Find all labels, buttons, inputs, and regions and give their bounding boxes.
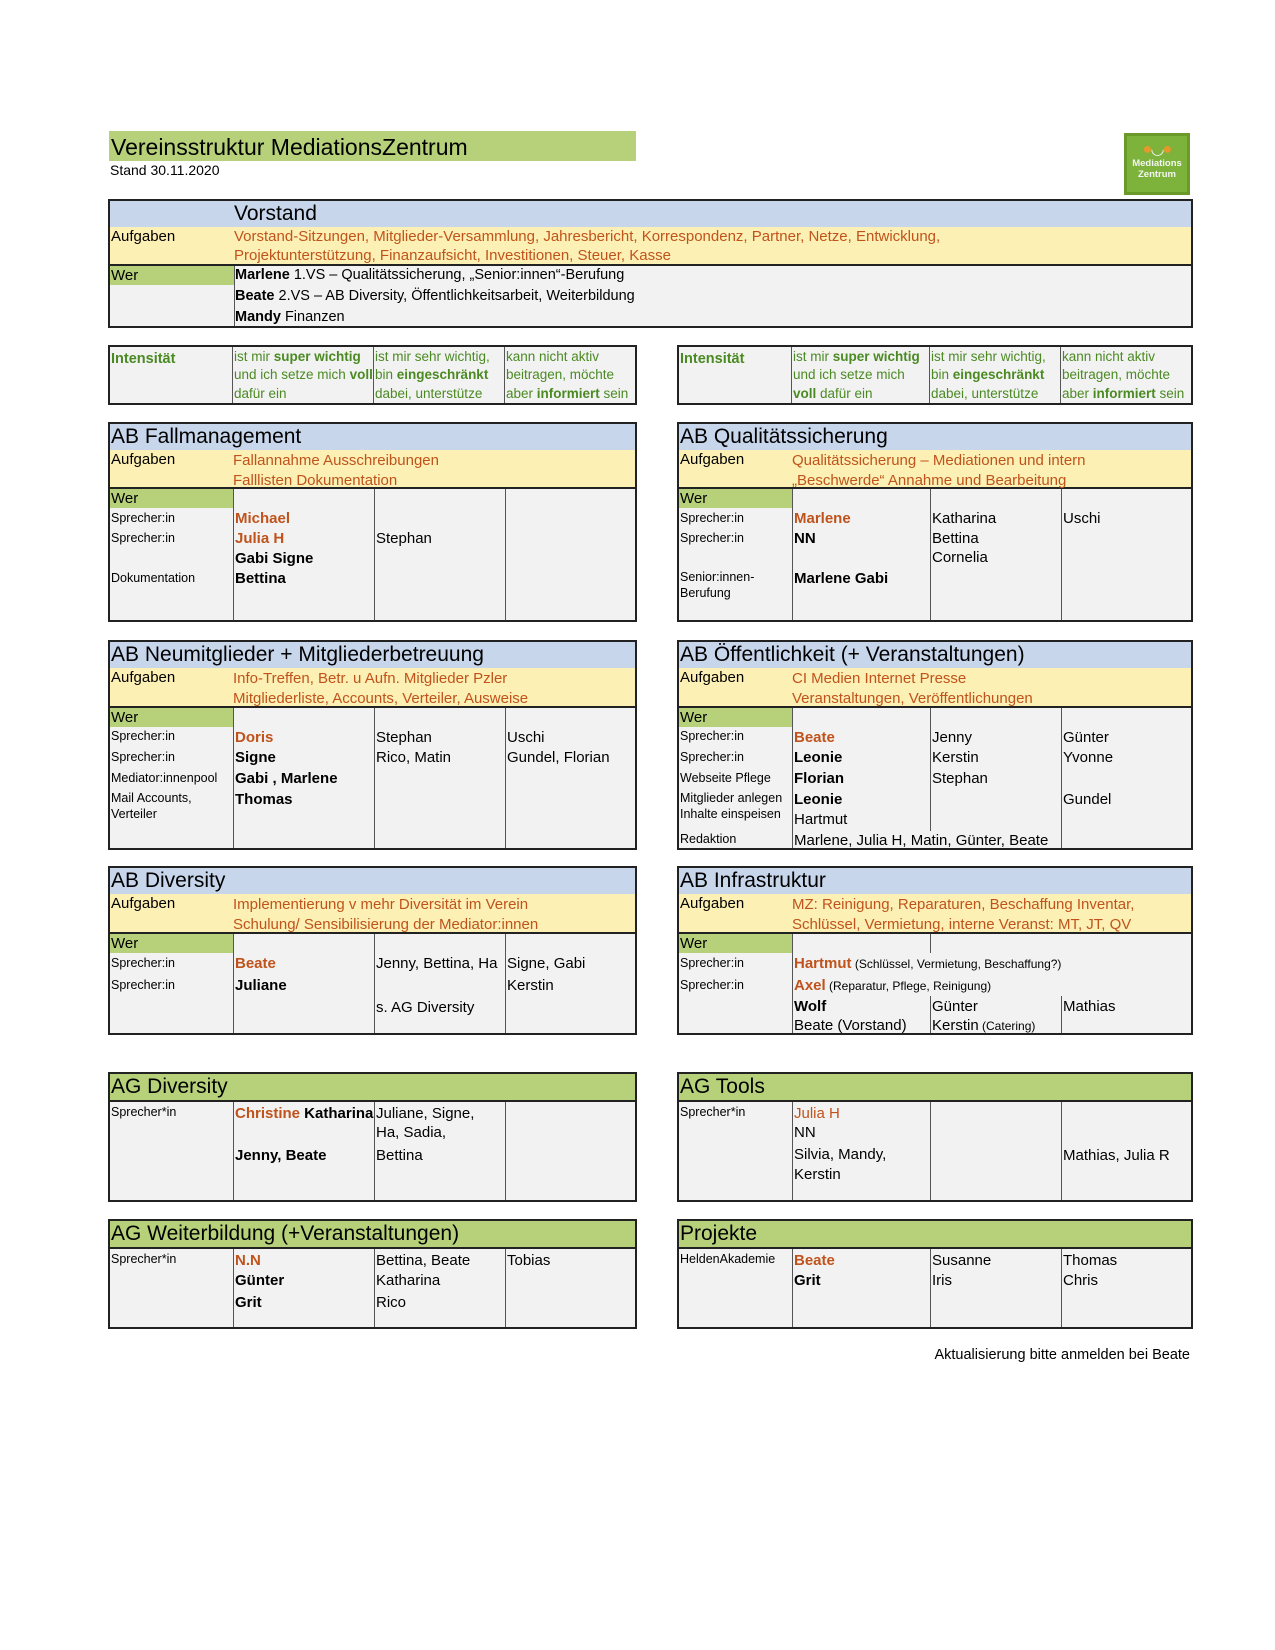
section-header: AB Neumitglieder + Mitgliederbetreuung (110, 642, 635, 668)
ag-tools: AG Tools Sprecher*in Julia H NN Silvia, Mandy, Kerstin Mathias, Julia R (677, 1072, 1193, 1202)
footer-note: Aktualisierung bitte anmelden bei Beate (934, 1347, 1190, 1363)
logo-text-2: Zentrum (1138, 169, 1176, 180)
vorstand-member: Marlene 1.VS – Qualitätssicherung, „Senior:innen“-Berufung (235, 267, 625, 283)
projekte: Projekte HeldenAkademie Beate Grit Susanne Iris Thomas Chris (677, 1219, 1193, 1329)
section-header: AB Fallmanagement (110, 424, 635, 450)
ab-fallmanagement: AB Fallmanagement Aufgaben Fallannahme Ausschreibungen Falllisten Dokumentation Wer Sprecher:in Sprecher:in Dokumentation Michael Julia H Gabi Signe Bettina Stephan (108, 422, 637, 622)
ab-infrastruktur: AB Infrastruktur Aufgaben MZ: Reinigung, Reparaturen, Beschaffung Inventar, Schlüssel, Vermietung, interne Veranst: MT, JT, QV Wer Sprecher:in Sprecher:in Hartmut (Schlüssel, Vermietung, Beschaffung?) Axel (Reparatur, Pflege, Reinigung) Wolf Beate (Vorstand) Günter Kerstin (Catering) Mathias (677, 866, 1193, 1035)
stand-date: Stand 30.11.2020 (110, 162, 220, 178)
section-header: AB Qualitätssicherung (679, 424, 1191, 450)
intensity-label: Intensität (680, 351, 745, 367)
intensity-col2: ist mir sehr wichtig, (375, 349, 490, 364)
ab-qualitaetssicherung: AB Qualitätssicherung Aufgaben Qualitätssicherung – Mediationen und intern „Beschwerde“ Annahme und Bearbeitung Wer Sprecher:in Sprecher:in Senior:innen- Berufung Marlene NN Marlene Gabi Katharina Bettina Cornelia Uschi (677, 422, 1193, 622)
section-header: AB Öffentlichkeit (+ Veranstaltungen) (679, 642, 1191, 668)
section-header: AB Infrastruktur (679, 868, 1191, 894)
intensity-legend-left: Intensität ist mir super wichtig und ich setze mich voll dafür ein ist mir sehr wichtig, bin eingeschränkt dabei, unterstütze kann nicht aktiv beitragen, möchte aber informiert sein (108, 345, 637, 405)
intensity-legend-right: Intensität ist mir super wichtig und ich setze mich voll dafür ein ist mir sehr wichtig, bin eingeschränkt dabei, unterstütze kann nicht aktiv beitragen, möchte aber informiert sein (677, 345, 1193, 405)
vorstand-wer-label: Wer (110, 266, 234, 285)
ag-diversity: AG Diversity Sprecher*in Christine Katharina Jenny, Beate Juliane, Signe, Ha, Sadia, Bettina (108, 1072, 637, 1202)
vorstand-task-2: Projektunterstützung, Finanzaufsicht, Investitionen, Steuer, Kasse (234, 247, 671, 264)
intensity-col3: kann nicht aktiv (506, 349, 600, 364)
section-header: AG Diversity (110, 1074, 635, 1100)
ag-weiterbildung: AG Weiterbildung (+Veranstaltungen) Sprecher*in N.N Günter Grit Bettina, Beate Katharina Rico Tobias (108, 1219, 637, 1329)
ab-oeffentlichkeit: AB Öffentlichkeit (+ Veranstaltungen) Aufgaben CI Medien Internet Presse Veranstaltungen, Veröffentlichungen Wer Sprecher:in Sprecher:in Webseite Pflege Mitglieder anlegen Inhalte einspeisen Redaktion Beate Leonie Florian Leonie Hartmut Marlene, Julia H, Matin, Günter, Beate Jenny Kerstin Stephan Günter Yvonne Gundel (677, 640, 1193, 850)
logo-text-1: Mediations (1132, 158, 1182, 169)
logo-figures-icon: ●◡● (1142, 141, 1172, 158)
page-title: Vereinsstruktur MediationsZentrum (109, 131, 636, 161)
vorstand-section (108, 199, 1193, 328)
intensity-col1: ist mir super wichtig (234, 349, 361, 364)
vorstand-header: Vorstand (110, 201, 1191, 227)
vorstand-aufgaben-label: Aufgaben (111, 228, 176, 245)
section-header: AB Diversity (110, 868, 635, 894)
ab-neumitglieder: AB Neumitglieder + Mitgliederbetreuung Aufgaben Info-Treffen, Betr. u Aufn. Mitglieder Pzler Mitgliederliste, Accounts, Verteiler, Ausweise Wer Sprecher:in Sprecher:in Mediator:innenpool Mail Accounts, Verteiler Doris Signe Gabi , Marlene Thomas Stephan Rico, Matin Uschi Gundel, Florian (108, 640, 637, 850)
ab-diversity: AB Diversity Aufgaben Implementierung v mehr Diversität im Verein Schulung/ Sensibilisierung der Mediator:innen Wer Sprecher:in Sprecher:in Beate Juliane Jenny, Bettina, Ha s. AG Diversity Signe, Gabi Kerstin (108, 866, 637, 1035)
section-header: AG Weiterbildung (+Veranstaltungen) (110, 1221, 635, 1247)
vorstand-task-1: Vorstand-Sitzungen, Mitglieder-Versammlung, Jahresbericht, Korrespondenz, Partner, Netze, Entwicklung, (234, 228, 941, 245)
section-header: Projekte (679, 1221, 1191, 1247)
vorstand-member: Beate 2.VS – AB Diversity, Öffentlichkeitsarbeit, Weiterbildung (235, 288, 635, 304)
intensity-label: Intensität (111, 351, 176, 367)
vorstand-member: Mandy Finanzen (235, 309, 345, 325)
mediationszentrum-logo (1124, 133, 1190, 195)
section-header: AG Tools (679, 1074, 1191, 1100)
